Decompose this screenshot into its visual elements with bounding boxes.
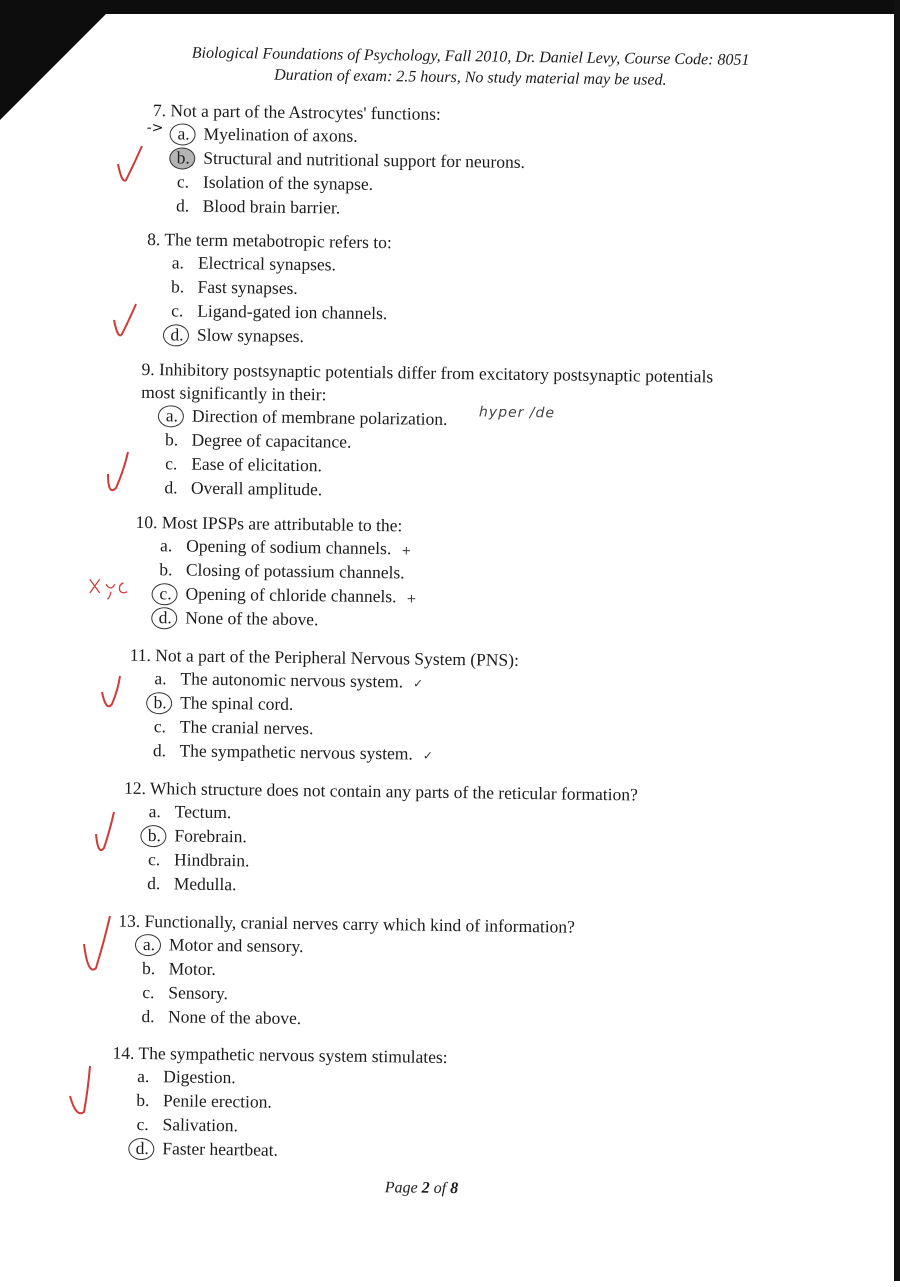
option-letter: c. [147,849,161,870]
option-text: None of the above. [167,1006,302,1029]
question-stem: 14. The sympathetic nervous system stimulates: [112,1042,448,1068]
header-course-line: Biological Foundations of Psychology, Fall 2010, Dr. Daniel Levy, Course Code: 8051 [191,44,750,69]
question-stem: 8. The term metabotropic refers to: [147,229,392,253]
option-8c[interactable] [166,299,391,326]
option-letter: d. [131,1137,153,1160]
option-8d[interactable] [166,323,391,350]
option-letter: c. [136,1113,149,1135]
option-letter: a. [161,404,183,427]
option-text: Opening of sodium channels. [186,535,392,559]
option-letter: d. [152,740,167,761]
header-duration-line: Duration of exam: 2.5 hours, No study material may be used. [274,66,667,89]
option-10a[interactable] [155,534,417,561]
question-9 [140,358,742,508]
option-letter: a. [138,933,160,956]
check-mark: ✓ [412,676,424,691]
option-text: Overall amplitude. [190,477,323,500]
option-letter: a. [171,252,185,273]
option-text: Myelination of axons. [203,123,358,146]
question-10 [134,511,418,634]
option-text: Faster heartbeat. [162,1138,279,1160]
option-text: Slow synapses. [196,324,305,347]
option-letter: d. [141,1005,155,1027]
option-text: Direction of membrane polarization. [191,405,448,429]
option-letter: b. [149,691,171,714]
red-check-icon [66,1062,116,1122]
option-letter: c. [142,982,155,1003]
question-stem: 9. Inhibitory postsynaptic potentials differ from excitatory postsynaptic potentials most significantly in their: [141,358,714,405]
option-text: The sympathetic nervous system. [179,740,413,764]
option-8b[interactable] [166,275,391,302]
option-text: Medulla. [173,873,237,895]
option-10d[interactable] [154,606,416,633]
option-7d[interactable] [171,194,524,223]
question-14 [111,1042,448,1165]
question-stem: 7. Not a part of the Astrocytes' functions: [152,100,441,124]
red-check-icon [90,808,140,860]
option-letter: b. [143,824,165,847]
red-check-icon [80,914,130,980]
option-letter: c. [154,582,176,605]
red-check-icon [102,448,152,500]
option-text: Fast synapses. [197,276,298,298]
option-letter: d. [154,606,176,629]
option-letter: a. [154,668,167,689]
exam-header [175,42,765,92]
option-text: Structural and nutritional support for neurons. [203,147,526,172]
option-11d[interactable] [148,739,517,768]
page-prefix: Page [384,1179,418,1197]
option-letter: b. [172,146,194,169]
question-12 [123,777,638,903]
option-text: The cranial nerves. [179,716,314,739]
question-stem: 10. Most IPSPs are attributable to the: [135,511,403,536]
option-letter: a. [172,122,194,145]
page-total: 8 [450,1180,459,1198]
option-letter: c. [176,171,190,192]
option-text: Opening of chloride channels. [185,583,397,607]
option-letter: c. [165,453,178,474]
option-text: Motor and sensory. [168,934,304,957]
option-letter: b. [164,429,179,450]
handwritten-note: hyper /de [478,404,556,422]
option-12d[interactable] [143,872,637,902]
option-text: Digestion. [163,1066,236,1088]
red-check-icon [112,142,162,194]
option-text: Degree of capacitance. [191,429,352,452]
question-13 [117,910,575,1035]
option-text: The autonomic nervous system. [180,668,404,692]
question-stem: 11. Not a part of the Peripheral Nervous System (PNS): [129,644,520,670]
option-text: Ease of elicitation. [191,453,323,476]
option-text: Tectum. [174,801,232,823]
option-text: None of the above. [185,607,319,630]
red-check-icon [98,672,148,724]
check-mark: ✓ [422,748,433,763]
option-letter: a. [160,535,173,556]
question-7 [151,99,525,223]
option-text: Sensory. [168,982,229,1004]
red-check-icon [108,300,158,352]
option-letter: d. [164,477,178,498]
question-stem: 13. Functionally, cranial nerves carry which kind of information? [118,910,576,937]
option-letter: c. [153,716,167,737]
option-letter: b. [141,957,156,979]
option-text: Isolation of the synapse. [202,171,374,194]
option-13d[interactable] [137,1005,574,1035]
option-text: Blood brain barrier. [202,195,341,218]
option-10b[interactable] [155,558,417,585]
option-text: Ligand-gated ion channels. [197,300,388,324]
option-letter: a. [137,1065,150,1087]
option-letter: b. [136,1089,150,1111]
option-letter: c. [171,300,184,321]
option-text: Closing of potassium channels. [185,559,405,583]
arrow-mark: -> [146,119,164,137]
plus-mark: + [401,543,412,558]
question-stem: 12. Which structure does not contain any parts of the reticular formation? [123,777,638,805]
question-8 [146,228,392,350]
option-text: Hindbrain. [173,849,250,871]
option-letter: a. [148,801,161,822]
option-8a[interactable] [167,251,392,278]
option-text: Electrical synapses. [197,252,337,275]
red-x-mark-icon [86,562,136,614]
option-letter: b. [170,276,185,297]
option-text: Penile erection. [162,1090,272,1112]
plus-mark: + [406,591,417,606]
page-number [385,1179,459,1198]
option-letter: d. [175,195,190,216]
option-text: The spinal cord. [180,692,294,714]
page-current: 2 [421,1179,430,1197]
option-14d[interactable] [131,1137,446,1165]
option-letter: b. [159,559,173,580]
question-11 [128,644,519,768]
option-letter: d. [166,323,188,346]
option-text: Salivation. [162,1114,239,1136]
page-of: of [433,1179,447,1197]
option-text: Forebrain. [174,825,247,847]
option-letter: d. [147,873,161,894]
option-text: Motor. [168,958,216,979]
option-10c[interactable] [154,582,416,609]
